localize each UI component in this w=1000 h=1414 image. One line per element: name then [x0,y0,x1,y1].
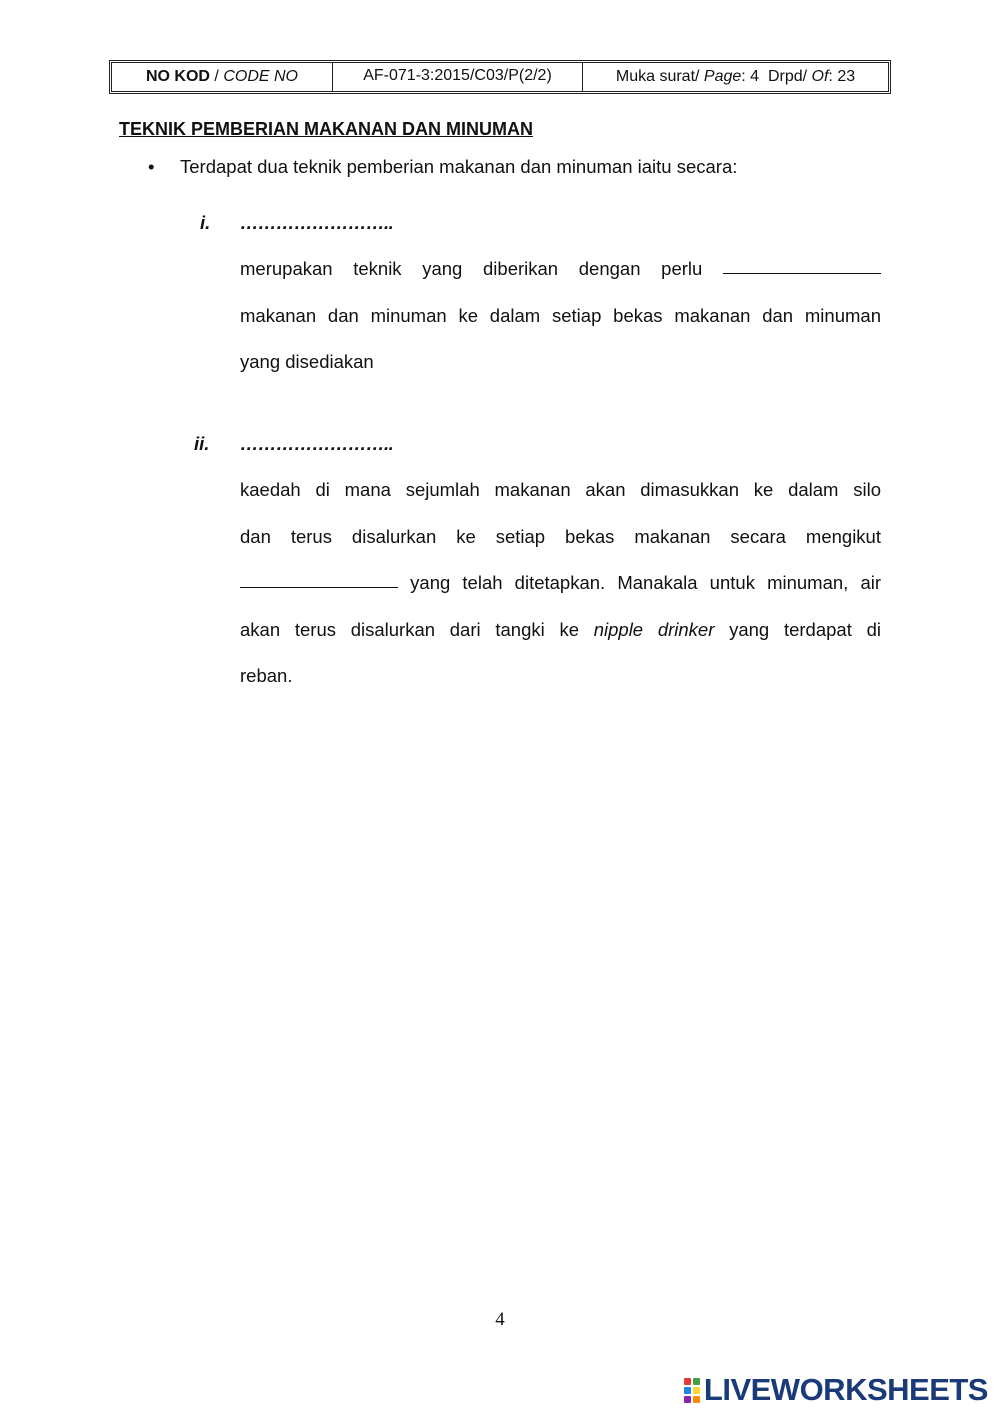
page-number: 4 [495,1309,505,1330]
item-number-i: i. [200,212,211,233]
item-i-line-2: makanan dan minuman ke dalam setiap bekas makanan dan minuman [240,304,881,326]
code-separator: / [209,68,224,85]
item-ii-line-2: dan terus disalurkan ke setiap bekas makanan secara mengikut [240,525,881,547]
code-label-cell [112,63,333,91]
item-ii-line-4-post: yang terdapat di [729,618,881,640]
page-prefix: Muka surat/ [615,68,704,85]
logo-square [693,1387,700,1394]
fill-blank-2[interactable] [240,586,398,588]
page-info-cell [583,63,888,91]
item-ii-line-3-text: yang telah ditetapkan. Manakala untuk minuman, air [410,572,882,593]
item-ii-line-1: kaedah di mana sejumlah makanan akan dimasukkan ke dalam silo [240,479,881,500]
logo-square [684,1396,691,1403]
bullet-dot-icon: • [148,156,155,177]
logo-text: LIVEWORKSHEETS [703,1372,988,1407]
section-title: TEKNIK PEMBERIAN MAKANAN DAN MINUMAN [119,119,533,139]
bullet-item [148,156,737,178]
item-paragraph-i [240,246,881,386]
liveworksheets-logo [684,1374,988,1406]
code-value-cell [333,63,583,91]
page-label-italic: Page [703,68,742,85]
item-ii-line-3 [240,560,881,607]
item-i-line-1-text: merupakan teknik yang diberikan dengan perlu [240,258,703,279]
logo-square [684,1387,691,1394]
item-paragraph-ii [240,467,881,700]
code-label-bold: NO KOD [145,68,210,85]
item-ii-line-5: reban. [240,665,293,686]
page-suffix: : 23 [828,68,856,85]
item-ii-line-4-pre: akan terus disalurkan dari tangki ke [240,618,579,640]
code-value: AF-071-3:2015/C03/P(2/2) [363,67,552,84]
bullet-text: Terdapat dua teknik pemberian makanan dan minuman iaitu secara: [180,156,738,177]
answer-blank-ii[interactable]: …………………….. [240,433,394,454]
item-i-line-1 [240,246,881,293]
logo-grid-icon [684,1378,700,1403]
nipple-drinker-term: nipple drinker [593,618,715,640]
item-i-line-3: yang disediakan [240,351,374,372]
page-mid: : 4 Drpd/ [741,68,812,85]
logo-square [684,1378,691,1385]
item-number-ii: ii. [194,433,210,454]
code-label-italic: CODE NO [223,68,298,85]
of-label-italic: Of [811,68,829,85]
item-ii-line-4 [240,607,881,654]
document-header-table [109,60,891,94]
answer-blank-i[interactable]: …………………….. [240,212,394,233]
fill-blank-1[interactable] [723,272,881,274]
logo-square [693,1396,700,1403]
logo-square [693,1378,700,1385]
